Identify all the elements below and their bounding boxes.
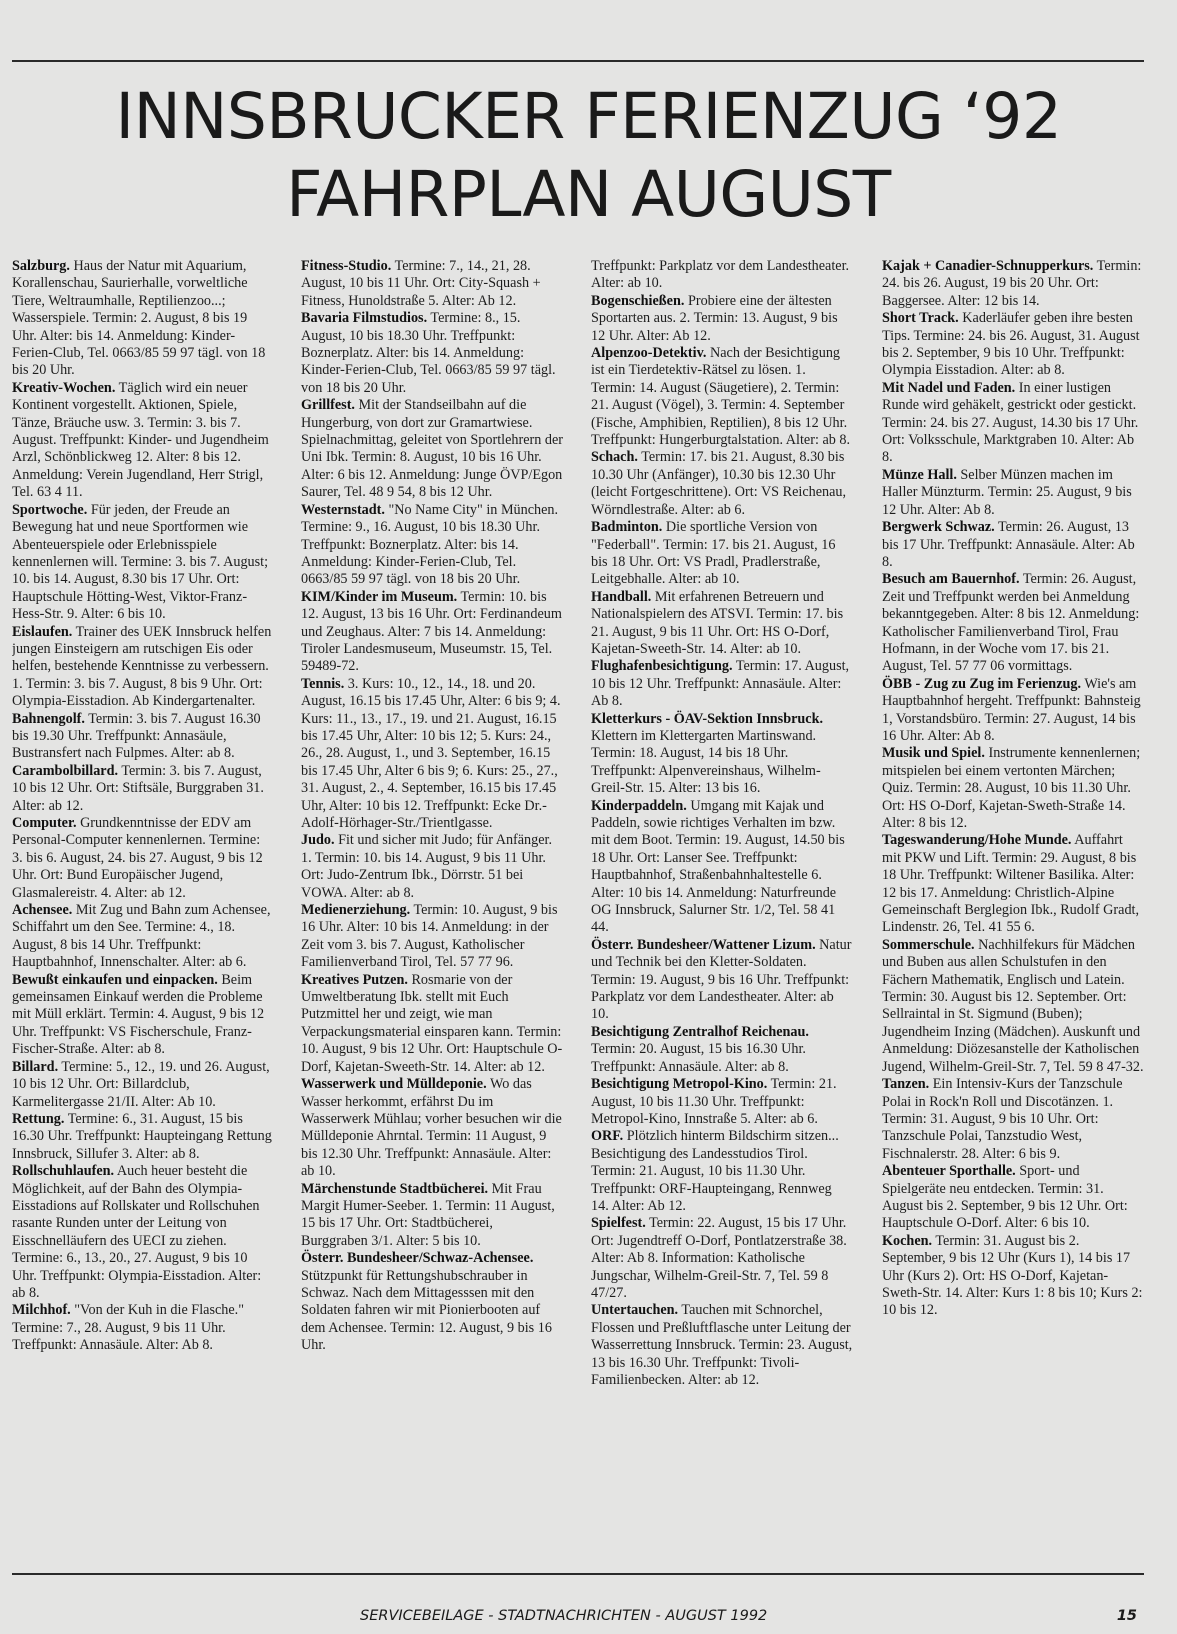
listing-text: Instrumente kennenlernen; mitspielen bei einem vertonten Märchen; Quiz. Termin: 28. August, 10 bis 11.30 Uhr. Ort: HS O-Dorf, Kajetan-Sweth-Straße 14. Alter: 8 bis 12.	[882, 745, 1141, 831]
bottom-rule	[12, 1573, 1144, 1575]
listing-entry	[301, 310, 563, 397]
listing-text: Termin: 24. bis 26. August, 19 bis 20 Uhr. Ort: Baggersee. Alter: 12 bis 14.	[882, 258, 1142, 309]
listing-entry	[882, 571, 1144, 675]
listing-heading: Kreatives Putzen.	[301, 971, 408, 988]
listing-text: "No Name City" in München. Termine: 9., 16. August, 10 bis 18.30 Uhr. Treffpunkt: Boznerplatz. Alter: bis 14. Anmeldung: Kinder-Ferien-Club, Tel. 0663/85 59 97 tägl. von 18 bis 20 Uhr.	[301, 501, 559, 588]
listing-heading: Short Track.	[882, 310, 959, 327]
listing-entry	[882, 937, 1144, 1076]
listing-entry	[12, 380, 274, 502]
listing-heading: Tageswanderung/Hohe Munde.	[882, 832, 1072, 849]
listing-entry	[12, 502, 274, 624]
listing-heading: Tanzen.	[882, 1076, 930, 1093]
listing-heading: Judo.	[301, 832, 335, 849]
listing-entry	[12, 1111, 274, 1163]
listing-text: Mit Zug und Bahn zum Achensee, Schiffahrt um den See. Termine: 4., 18. August, 8 bis 14 Uhr. Treffpunkt: Hauptbahnhof, Innenschalter. Alter: ab 6.	[12, 902, 271, 971]
listing-text: Ein Intensiv-Kurs der Tanzschule Polai in Rock'n Roll und Discotänzen. 1. Termin: 31. August, 9 bis 10 Uhr. Ort: Tanzschule Polai, Tanzstudio West, Fischnalerstr. 28. Alter: 6 bis 9.	[882, 1076, 1123, 1162]
listing-entry	[12, 624, 274, 711]
listing-entry	[591, 1128, 853, 1215]
listing-entry	[591, 798, 853, 937]
listing-heading: Badminton.	[591, 519, 663, 536]
listing-text: Termin: 3. bis 7. August 16.30 bis 19.30 Uhr. Treffpunkt: Annasäule, Bustransfert nach Fulpmes. Alter: ab 8.	[12, 710, 261, 762]
listing-text: Nachhilfekurs für Mädchen und Buben aus allen Schulstufen in den Fächern Mathematik, Englisch und Latein. Termin: 30. August bis 12. September. Ort: Sellraintal in St. Sigmund (Buben); Jugendheim Inzing (Mädchen). Auskunft und Anmeldung: Diözesanstelle der Katholischen Jugend, Wilhelm-Greil-Str. 7, Tel. 59 8 47-32.	[882, 936, 1144, 1075]
listing-text: Natur und Technik bei den Kletter-Soldaten. Termin: 19. August, 9 bis 16 Uhr. Treffpunkt: Parkplatz vor dem Landestheater. Alter: ab 10.	[591, 936, 852, 1023]
listing-heading: Bahnengolf.	[12, 710, 85, 727]
listing-text: Termin: 10. bis 12. August, 13 bis 16 Uhr. Ort: Ferdinandeum und Zeughaus. Alter: 7 bis 14. Anmeldung: Tiroler Landesmuseum, Museumstr. 15, Tel. 59489-72.	[301, 588, 562, 675]
listing-entry	[882, 832, 1144, 936]
listing-heading: Medienerziehung.	[301, 902, 411, 919]
listing-entry	[591, 258, 853, 293]
listing-entry	[301, 902, 563, 972]
listing-text: Wie's am Hauptbahnhof hergeht. Treffpunkt: Bahnsteig 1, Vorstandsbüro. Termin: 27. August, 14 bis 16 Uhr. Alter: Ab 8.	[882, 675, 1141, 744]
listing-entry	[301, 397, 563, 501]
listing-entry	[12, 763, 274, 815]
listing-text: Trainer des UEK Innsbruck helfen jungen Einsteigern am rutschigen Eis oder helfen, bestehende Kenntnisse zu verbessern. 1. Termin: 3. bis 7. August, 8 bis 9 Uhr. Ort: Olympia-Eisstadion. Ab Kindergartenalter.	[12, 623, 272, 710]
column-1	[12, 258, 274, 1558]
listing-text: Plötzlich hinterm Bildschirm sitzen... Besichtigung des Landesstudios Tirol. Termin: 21. August, 10 bis 11.30 Uhr. Treffpunkt: ORF-Haupteingang, Rennweg 14. Alter: Ab 12.	[591, 1128, 839, 1214]
listing-heading: Besuch am Bauernhof.	[882, 571, 1020, 588]
listing-heading: Bergwerk Schwaz.	[882, 519, 995, 536]
page-title	[0, 78, 1177, 234]
title-line-2: FAHRPLAN AUGUST	[286, 158, 891, 231]
title-line-1: INNSBRUCKER FERIENZUG ‘92	[115, 80, 1062, 153]
listing-text: Selber Münzen machen im Haller Münzturm. Termin: 25. August, 9 bis 12 Uhr. Alter: Ab 8.	[882, 466, 1132, 518]
footer-text: SERVICEBEILAGE - STADTNACHRICHTEN - AUGUST 1992	[360, 1608, 768, 1624]
listing-text: Fit und sicher mit Judo; für Anfänger. 1. Termin: 10. bis 14. August, 9 bis 11 Uhr. Ort: Judo-Zentrum Ibk., Dörrstr. 51 bei VOWA. Alter: ab 8.	[301, 832, 553, 901]
listing-text: Treffpunkt: Parkplatz vor dem Landestheater. Alter: ab 10.	[591, 258, 850, 292]
listing-heading: Besichtigung Metropol-Kino.	[591, 1076, 768, 1093]
listing-heading: ORF.	[591, 1128, 624, 1145]
listing-heading: Achensee.	[12, 902, 73, 919]
listing-heading: KIM/Kinder im Museum.	[301, 588, 458, 605]
listing-heading: Billard.	[12, 1058, 59, 1075]
listing-text: Mit erfahrenen Betreuern und Nationalspielern des ATSVI. Termin: 17. bis 21. August, 9 bis 11 Uhr. Ort: HS O-Dorf, Kajetan-Sweeth-Str. 14. Alter: ab 10.	[591, 588, 844, 657]
listing-heading: Salzburg.	[12, 258, 70, 274]
listing-entry	[591, 519, 853, 589]
listing-entry	[301, 1076, 563, 1180]
listing-entry	[882, 1163, 1144, 1233]
listing-text: Auffahrt mit PKW und Lift. Termin: 29. August, 8 bis 18 Uhr. Treffpunkt: Wiltener Basilika. Alter: 12 bis 17. Anmeldung: Christlich-Alpine Gemeinschaft Berglegion Ibk., Rudolf Gradt, Lindenstr. 26, Tel. 41 55 6.	[882, 832, 1140, 936]
listing-entry	[882, 380, 1144, 467]
column-4	[882, 258, 1144, 1558]
listing-heading: Flughafenbesichtigung.	[591, 658, 733, 675]
listing-entry	[591, 658, 853, 710]
listing-heading: Bavaria Filmstudios.	[301, 310, 428, 327]
listing-heading: Märchenstunde Stadtbücherei.	[301, 1180, 489, 1197]
listing-text: In einer lustigen Runde wird gehäkelt, gestrickt oder gestickt. Termin: 24. bis 27. August, 14.30 bis 17 Uhr. Ort: Volksschule, Marktgraben 10. Alter: Ab 8.	[882, 379, 1139, 466]
listing-heading: Kreativ-Wochen.	[12, 379, 116, 396]
listing-text: Täglich wird ein neuer Kontinent vorgestellt. Aktionen, Spiele, Tänze, Bräuche usw. 3. Termin: 3. bis 7. August. Treffpunkt: Kinder- und Jugendheim Arzl, Schönblickweg 12. Alter: 8 bis 12. Anmeldung: Verein Jugendland, Herr Strigl, Tel. 63 4 11.	[12, 379, 269, 501]
listing-heading: Abenteuer Sporthalle.	[882, 1163, 1016, 1180]
listing-entry	[12, 815, 274, 902]
listing-heading: Tennis.	[301, 675, 345, 692]
listing-heading: Kochen.	[882, 1232, 933, 1249]
column-2	[301, 258, 563, 1558]
listing-text: Kaderläufer geben ihre besten Tips. Termine: 24. bis 26. August, 31. August bis 2. September, 9 bis 10 Uhr. Treffpunkt: Olympia Eisstadion. Alter: ab 8.	[882, 310, 1140, 379]
listing-entry	[591, 1076, 853, 1128]
listing-heading: Computer.	[12, 815, 77, 831]
listing-text: Stützpunkt für Rettungshubschrauber in Schwaz. Nach dem Mittagesssen mit den Soldaten fahren wir mit Pionierbooten auf dem Achensee. Termin: 12. August, 9 bis 16 Uhr.	[301, 1267, 552, 1354]
listing-text: Mit Frau Margit Humer-Seeber. 1. Termin: 11 August, 15 bis 17 Uhr. Ort: Stadtbücherei, Burggraben 3/1. Alter: 5 bis 10.	[301, 1180, 555, 1249]
listing-heading: Wasserwerk und Mülldeponie.	[301, 1076, 487, 1093]
listing-heading: Bogenschießen.	[591, 292, 685, 309]
listing-text: Nach der Besichtigung ist ein Tierdetektiv-Rätsel zu lösen. 1. Termin: 14. August (Säugetiere), 2. Termin: 21. August (Vögel), 3. Termin: 4. September (Fische, Amphibien, Reptilien), 8 bis 12 Uhr. Treffpunkt: Hungerburgtalstation. Alter: ab 8.	[591, 345, 851, 449]
listing-text: "Von der Kuh in die Flasche." Termine: 7., 28. August, 9 bis 11 Uhr. Treffpunkt: Annasäule. Alter: Ab 8.	[12, 1302, 244, 1354]
listing-entry	[301, 1181, 563, 1251]
listing-entry	[301, 258, 563, 310]
listing-heading: Kajak + Canadier-Schnupperkurs.	[882, 258, 1094, 274]
listing-entry	[882, 745, 1144, 832]
listing-entry	[301, 676, 563, 833]
listing-text: Termin: 22. August, 15 bis 17 Uhr. Ort: Jugendtreff O-Dorf, Pontlatzerstraße 38. Alter: Ab 8. Information: Katholische Jungschar, Wilhelm-Greil-Str. 7, Tel. 59 8 47/27.	[591, 1215, 847, 1301]
listing-text: Termin: 17. August, 10 bis 12 Uhr. Treffpunkt: Annasäule. Alter: Ab 8.	[591, 658, 850, 710]
listing-entry	[882, 676, 1144, 746]
listing-text: Probiere eine der ältesten Sportarten aus. 2. Termin: 13. August, 9 bis 12 Uhr. Alter: Ab 12.	[591, 292, 838, 344]
listing-entry	[882, 310, 1144, 380]
listing-entry	[301, 832, 563, 902]
listing-entry	[12, 1059, 274, 1111]
listing-text: Auch heuer besteht die Möglichkeit, auf der Bahn des Olympia-Eisstadions auf Rollskater und Rollschuhen rasante Runden unter der Leitung von Eisschnelläufern des UECI zu ziehen. Termine: 6., 13., 20., 27. August, 9 bis 10 Uhr. Treffpunkt: Olympia-Eisstadion. Alter: ab 8.	[12, 1163, 262, 1301]
listing-entry	[591, 589, 853, 659]
listing-text: Für jeden, der Freude an Bewegung hat und neue Sportformen wie Abenteuerspiele oder Erlebnisspiele kennenlernen will. Termine: 3. bis 7. August; 10. bis 14. August, 8.30 bis 17 Uhr. Ort: Hauptschule Hötting-West, Viktor-Franz-Hess-Str. 9. Alter: 6 bis 10.	[12, 501, 269, 623]
listing-entry	[882, 519, 1144, 571]
listing-entry	[12, 711, 274, 763]
listing-heading: Rollschuhlaufen.	[12, 1163, 115, 1180]
listing-heading: Rettung.	[12, 1110, 65, 1127]
listing-entry	[12, 258, 274, 380]
listing-entry	[591, 1215, 853, 1302]
listing-entry	[882, 467, 1144, 519]
listing-heading: Alpenzoo-Detektiv.	[591, 345, 707, 362]
listing-heading: Sportwoche.	[12, 501, 88, 518]
listing-entry	[591, 937, 853, 1024]
listing-text: Rosmarie von der Umweltberatung Ibk. stellt mit Euch Putzmittel her und zeigt, wie man Verpackungsmaterial einsparen kann. Termin: 10. August, 9 bis 12 Uhr. Ort: Hauptschule O-Dorf, Kajetan-Sweeth-Str. 14. Alter: ab 12.	[301, 971, 563, 1075]
listing-heading: Schach.	[591, 449, 638, 466]
listing-text: Termin: 3. bis 7. August, 10 bis 12 Uhr. Ort: Stiftsäle, Burggraben 31. Alter: ab 12.	[12, 762, 264, 814]
listing-heading: Münze Hall.	[882, 466, 957, 483]
listing-entry	[591, 1024, 853, 1076]
listing-text: 3. Kurs: 10., 12., 14., 18. und 20. August, 16.15 bis 17.45 Uhr, Alter: 6 bis 9; 4. Kurs: 11., 13., 17., 19. und 21. August, 16.15 bis 17.45 Uhr, Alter: 10 bis 12; 5. Kurs: 24., 26., 28. August, 1., und 3. September, 16.15 bis 17.45 Uhr, Alter 6 bis 9; 6. Kurs: 25., 27., 31. August, 2., 4. September, 16.15 bis 17.45 Uhr, Alter: 10 bis 12. Treffpunkt: Ecke Dr.-Adolf-Hörhager-Str./Trientlgasse.	[301, 675, 561, 831]
listing-heading: Westernstadt.	[301, 501, 385, 518]
listing-text: Termin: 26. August, 13 bis 17 Uhr. Treffpunkt: Annasäule. Alter: Ab 8.	[882, 519, 1135, 570]
listing-heading: Musik und Spiel.	[882, 745, 985, 762]
listing-heading: Sommerschule.	[882, 936, 975, 953]
listing-heading: Besichtigung Zentralhof Reichenau.	[591, 1023, 809, 1040]
listing-entry	[301, 502, 563, 589]
listing-heading: Milchhof.	[12, 1302, 71, 1319]
listing-heading: ÖBB - Zug zu Zug im Ferienzug.	[882, 675, 1082, 692]
listing-text: Klettern im Klettergarten Martinswand. Termin: 18. August, 14 bis 18 Uhr. Treffpunkt: Alpenvereinshaus, Wilhelm-Greil-Str. 15. Alter: 13 bis 16.	[591, 727, 821, 797]
listing-text: Sport- und Spielgeräte neu entdecken. Termin: 31. August bis 2. September, 9 bis 12 Uhr. Ort: Hauptschule O-Dorf. Alter: 6 bis 10.	[882, 1163, 1128, 1232]
listing-heading: Grillfest.	[301, 397, 355, 414]
listing-heading: Eislaufen.	[12, 623, 73, 640]
listing-entry	[12, 1302, 274, 1354]
listing-text: Termine: 7., 14., 21, 28. August, 10 bis 11 Uhr. Ort: City-Squash + Fitness, Hunoldstraße 5. Alter: Ab 12.	[301, 258, 541, 309]
listing-text: Grundkenntnisse der EDV am Personal-Computer kennenlernen. Termine: 3. bis 6. August, 24. bis 27. August, 9 bis 12 Uhr. Ort: Bund Europäischer Jugend, Glasmalereistr. 4. Alter: ab 12.	[12, 815, 263, 901]
listing-heading: Carambolbillard.	[12, 762, 119, 779]
listing-entry	[882, 1233, 1144, 1320]
listing-entry	[591, 345, 853, 449]
listing-text: Wo das Wasser herkommt, erfährst Du im Wasserwerk Mühlau; vorher besuchen wir die Mülldeponie Ahrntal. Termin: 11 August, 9 bis 12.30 Uhr. Treffpunkt: Annasäule. Alter: ab 10.	[301, 1076, 562, 1180]
top-rule	[12, 60, 1144, 62]
listing-text: Termin: 10. August, 9 bis 16 Uhr. Alter: 10 bis 14. Anmeldung: in der Zeit vom 3. bis 7. August, Katholischer Familienverband Tirol, Tel. 57 77 96.	[301, 902, 558, 971]
listing-text: Termine: 5., 12., 19. und 26. August, 10 bis 12 Uhr. Ort: Billardclub, Karmelitergasse 21/II. Alter: Ab 10.	[12, 1058, 270, 1110]
listing-entry	[882, 1076, 1144, 1163]
listing-text: Die sportliche Version von "Federball". Termin: 17. bis 21. August, 16 bis 18 Uhr. Ort: VS Pradl, Pradlerstraße, Leitgebhalle. Alter: ab 10.	[591, 519, 836, 588]
listing-entry	[591, 293, 853, 345]
listing-heading: Untertauchen.	[591, 1302, 679, 1319]
listing-entry	[301, 1250, 563, 1354]
listing-entry	[12, 1163, 274, 1302]
listing-entry	[301, 589, 563, 676]
listing-text: Umgang mit Kajak und Paddeln, sowie richtiges Verhalten im bzw. mit dem Boot. Termin: 19. August, 14.50 bis 18 Uhr. Ort: Lanser See. Treffpunkt: Hauptbahnhof, Straßenbahnhaltestelle 6. Alter: 10 bis 14. Anmeldung: Naturfreunde OG Innsbruck, Salurner Str. 1/2, Tel. 58 41 44.	[591, 797, 845, 936]
listing-heading: Österr. Bundesheer/Wattener Lizum.	[591, 936, 816, 953]
listing-heading: Bewußt einkaufen und einpacken.	[12, 971, 218, 988]
listing-heading: Handball.	[591, 588, 652, 605]
listing-heading: Kletterkurs - ÖAV-Sektion Innsbruck.	[591, 710, 824, 727]
listing-entry	[591, 1302, 853, 1389]
listing-text: Termine: 8., 15. August, 10 bis 18.30 Uhr. Treffpunkt: Boznerplatz. Alter: bis 14. Anmeldung: Kinder-Ferien-Club, Tel. 0663/85 59 97 tägl. von 18 bis 20 Uhr.	[301, 310, 556, 396]
listing-entry	[301, 972, 563, 1076]
listing-entry	[12, 972, 274, 1059]
footer	[0, 1608, 1177, 1630]
listing-entry	[12, 902, 274, 972]
column-3	[591, 258, 853, 1558]
listing-heading: Mit Nadel und Faden.	[882, 379, 1016, 396]
listing-text: Termin: 26. August, Zeit und Treffpunkt werden bei Anmeldung bekanntgegeben. Alter: 8 bis 12. Anmeldung: Katholischer Familienverband Tirol, Frau Hofmann, in der Woche vom 17. bis 21. August, Tel. 57 77 06 vormittags.	[882, 571, 1140, 675]
listing-text: Termin: 21. August, 10 bis 11.30 Uhr. Treffpunkt: Metropol-Kino, Innstraße 5. Alter: ab 6.	[591, 1076, 837, 1127]
listing-text: Beim gemeinsamen Einkauf werden die Probleme mit Müll erklärt. Termin: 4. August, 9 bis 12 Uhr. Treffpunkt: VS Fischerschule, Franz-Fischer-Straße. Alter: ab 8.	[12, 971, 265, 1058]
listing-entry	[591, 711, 853, 798]
listing-text: Termin: 20. August, 15 bis 16.30 Uhr. Treffpunkt: Annasäule. Alter: ab 8.	[591, 1041, 806, 1075]
listing-heading: Österr. Bundesheer/Schwaz-Achensee.	[301, 1250, 534, 1267]
listing-entry	[882, 258, 1144, 310]
listing-text: Mit der Standseilbahn auf die Hungerburg, von dort zur Gramartwiese. Spielnachmittag, geleitet von Sportlehrern der Uni Ibk. Termin: 8. August, 10 bis 16 Uhr. Alter: 6 bis 12. Anmeldung: Junge ÖVP/Egon Saurer, Tel. 48 9 54, 8 bis 12 Uhr.	[301, 397, 563, 501]
listing-heading: Spielfest.	[591, 1215, 646, 1232]
listing-text: Tauchen mit Schnorchel, Flossen und Preßluftflasche unter Leitung der Wasserrettung Innsbruck. Termin: 23. August, 13 bis 16.30 Uhr. Treffpunkt: Tivoli-Familienbecken. Alter: ab 12.	[591, 1302, 853, 1388]
listing-heading: Fitness-Studio.	[301, 258, 392, 274]
listing-text: Haus der Natur mit Aquarium, Korallenschau, Saurierhalle, vorweltliche Tiere, Weltraumhalle, Reptilienzoo...; Wasserspiele. Termin: 2. August, 8 bis 19 Uhr. Alter: bis 14. Anmeldung: Kinder-Ferien-Club, Tel. 0663/85 59 97 tägl. von 18 bis 20 Uhr.	[12, 258, 266, 379]
listing-text: Termine: 6., 31. August, 15 bis 16.30 Uhr. Treffpunkt: Haupteingang Rettung Innsbruck, Sillufer 3. Alter: ab 8.	[12, 1110, 272, 1162]
page-number: 15	[1116, 1608, 1137, 1624]
listing-heading: Kinderpaddeln.	[591, 797, 687, 814]
listing-text: Termin: 17. bis 21. August, 8.30 bis 10.30 Uhr (Anfänger), 10.30 bis 12.30 Uhr (leicht Fortgeschrittene). Ort: VS Reichenau, Wörndlestraße. Alter: ab 6.	[591, 449, 847, 518]
listing-entry	[591, 449, 853, 519]
listing-text: Termin: 31. August bis 2. September, 9 bis 12 Uhr (Kurs 1), 14 bis 17 Uhr (Kurs 2). Ort: HS O-Dorf, Kajetan-Sweth-Str. 14. Alter: Kurs 1: 8 bis 10; Kurs 2: 10 bis 12.	[882, 1232, 1143, 1319]
